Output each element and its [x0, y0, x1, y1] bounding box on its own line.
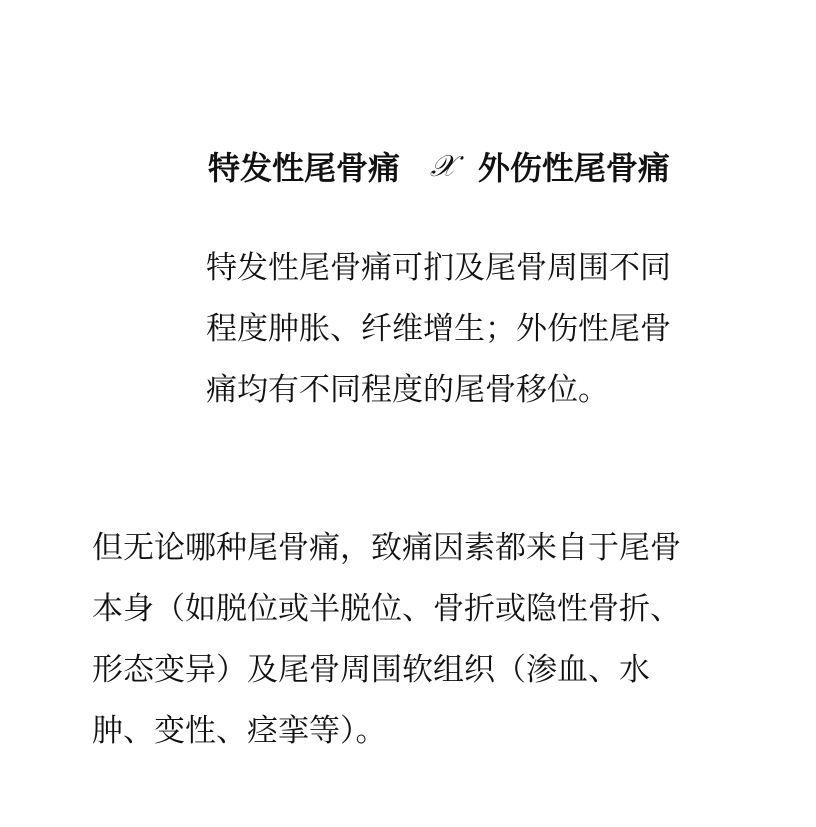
body-line: 形态变异）及尾骨周围软组织（渗血、水	[92, 652, 650, 688]
intro-paragraph	[206, 238, 736, 421]
body-line: 肿、变性、痉挛等）。	[92, 713, 387, 749]
heading-left-term: 特发性尾骨痛	[208, 149, 401, 187]
body-line: 但无论哪种尾骨痛，致痛因素都来自于尾骨	[92, 530, 681, 566]
heading-versus-symbol: 𝒳	[430, 148, 456, 184]
intro-line: 特发性尾骨痛可扪及尾骨周围不同	[206, 250, 671, 286]
intro-line: 程度肿胀、纤维增生；外伤性尾骨	[206, 311, 671, 347]
heading-right-term: 外伤性尾骨痛	[477, 149, 670, 187]
body-line: 本身（如脱位或半脱位、骨折或隐性骨折、	[92, 591, 681, 627]
intro-line: 痛均有不同程度的尾骨移位。	[206, 372, 609, 408]
body-paragraph	[92, 518, 752, 762]
comparison-heading	[208, 144, 670, 188]
